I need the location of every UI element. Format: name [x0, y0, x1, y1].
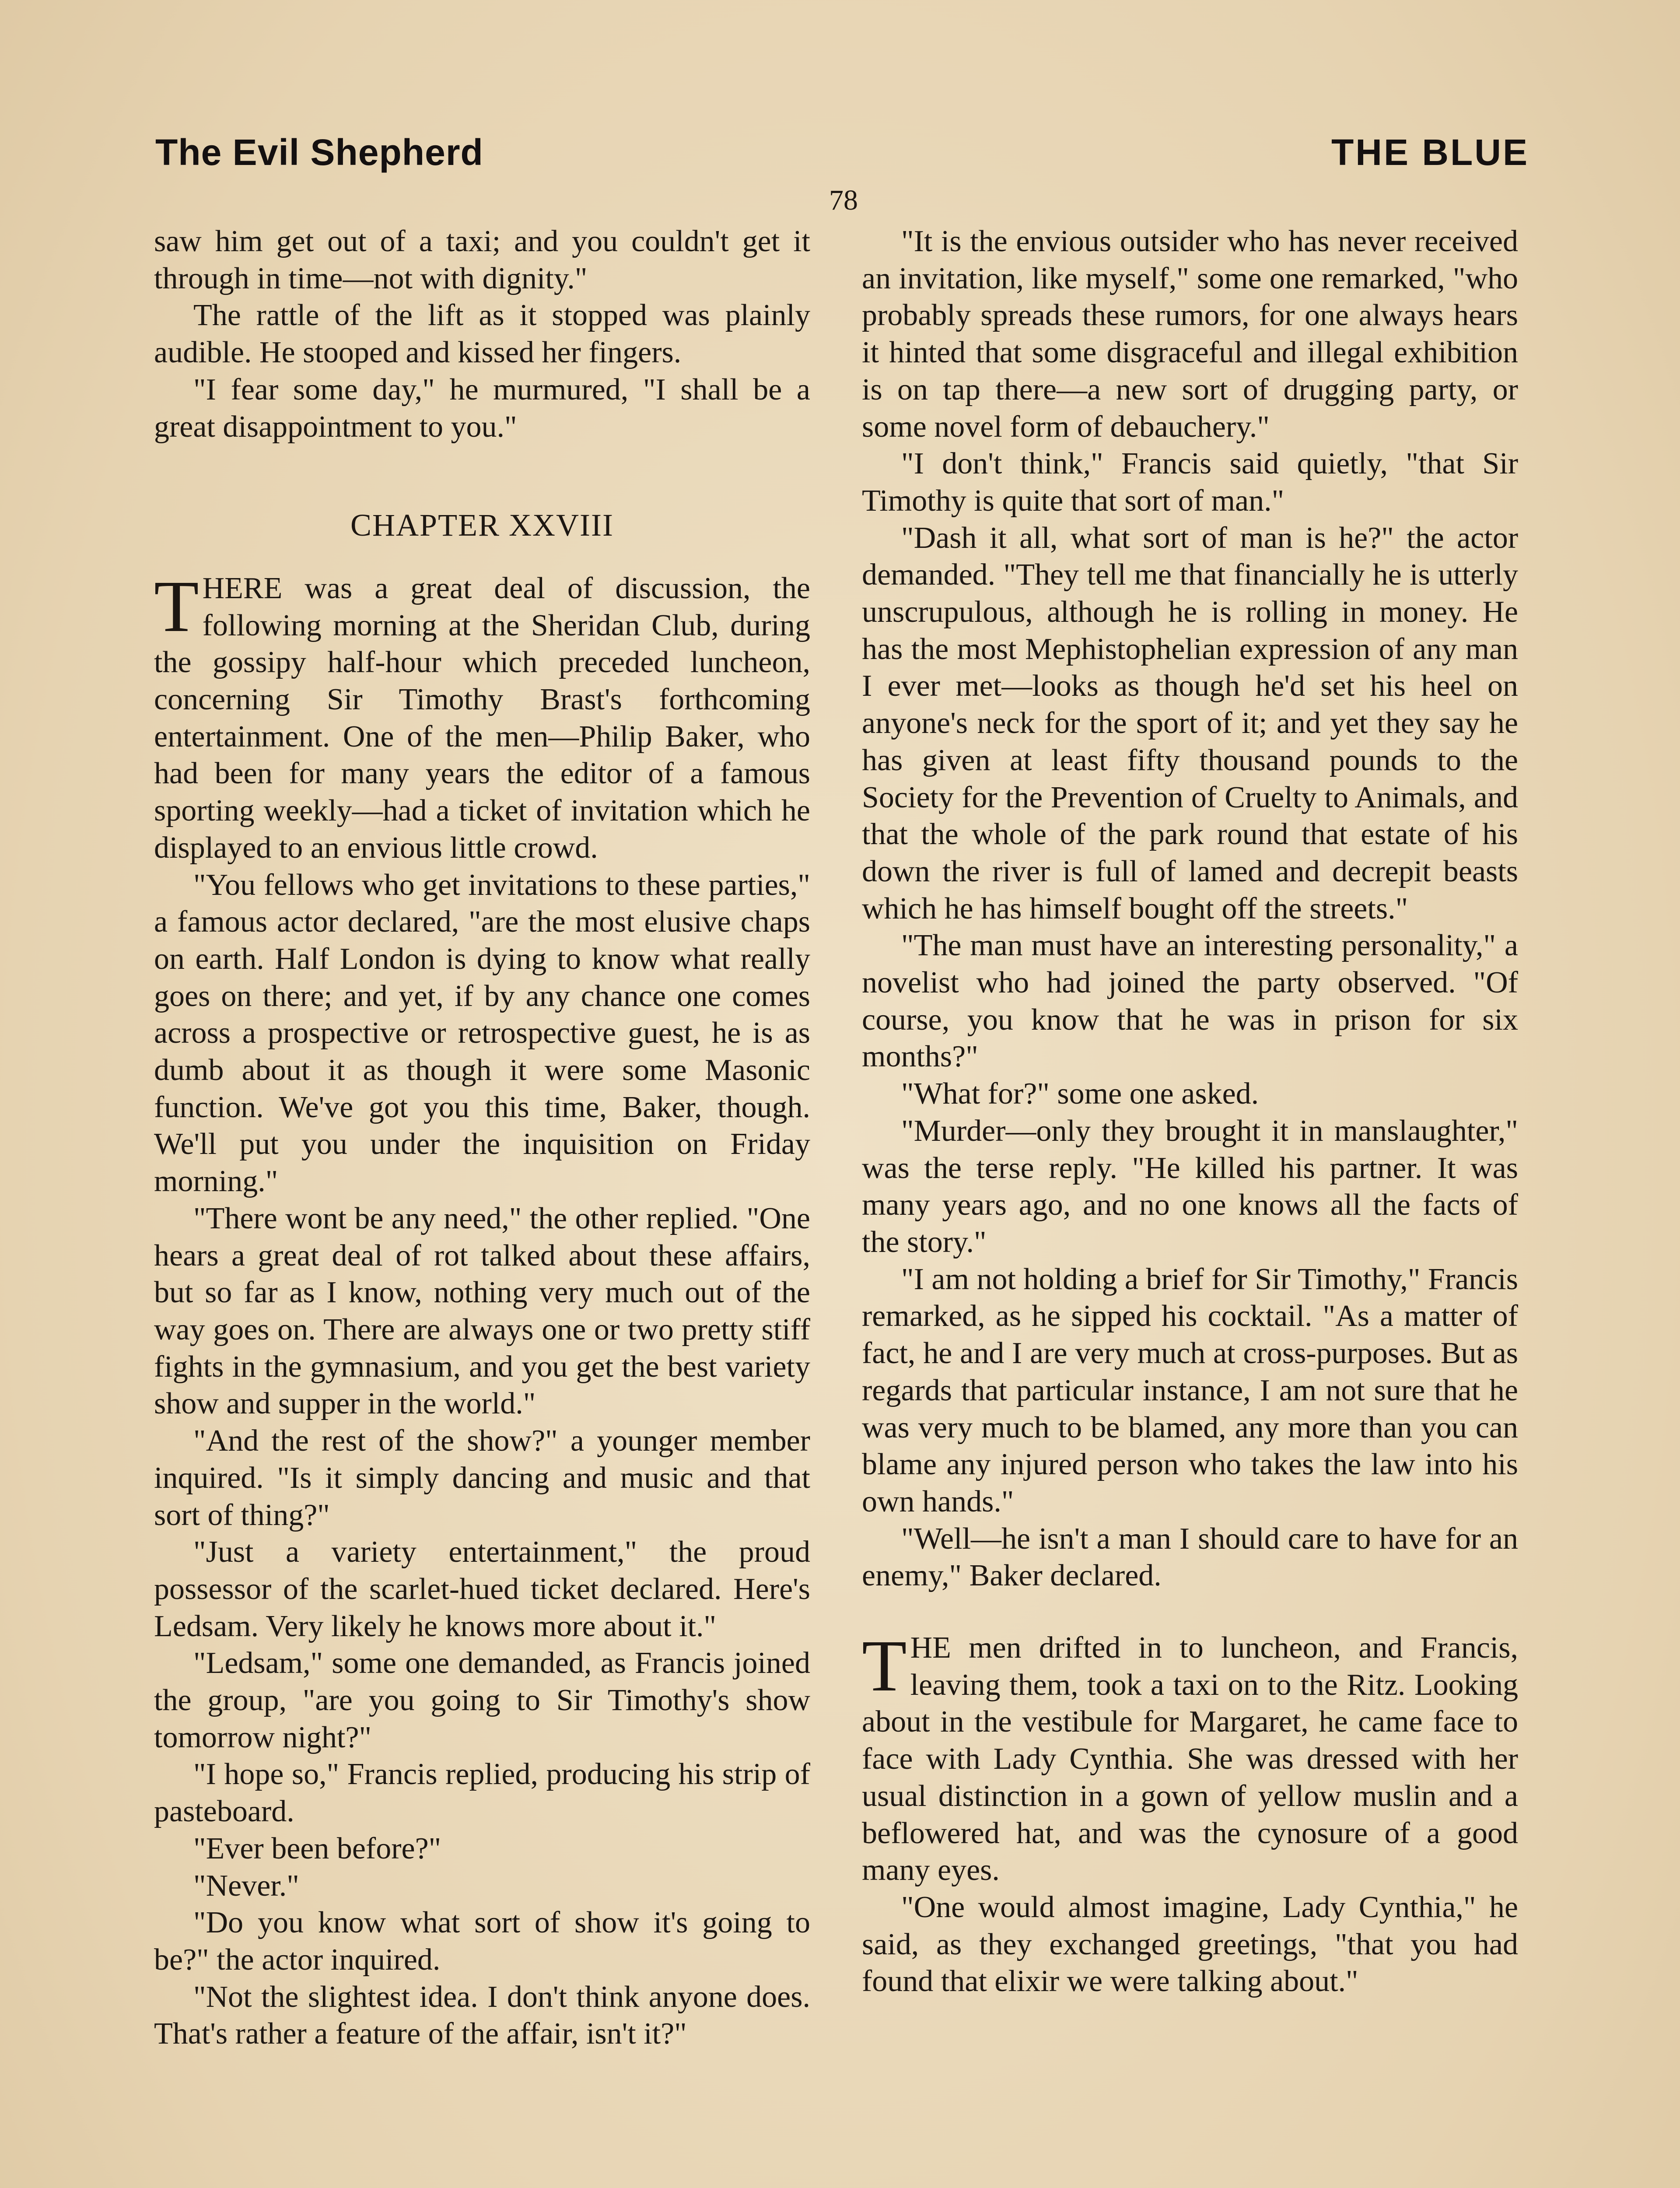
- paragraph: "Ever been before?": [193, 1831, 441, 1865]
- paragraph: "You fellows who get invitations to these parties," a famous actor declared, "are the most elusive chaps on earth. Half London is dying to know what really goes on there; and yet, if by any chance one comes across a prospective or retrospective guest, he is as dumb about it as though it were some Masonic function. We've got you this time, Baker, though. We'll put you under the inquisition on Friday morning.": [154, 868, 810, 1199]
- running-header-magazine: THE BLUE: [1331, 132, 1529, 173]
- paragraph: "What for?" some one asked.: [901, 1077, 1259, 1111]
- paragraph: [154, 565, 810, 867]
- drop-cap: T: [862, 1625, 907, 1707]
- paragraph: "There wont be any need," the other replied. "One hears a great deal of rot talked about these affairs, but so far as I know, nothing very much out of the way goes on. There are always one or two pretty stiff fights in the gymnasium, and you get the best variety show and supper in the world.": [154, 1201, 810, 1421]
- paragraph: "Not the slightest idea. I don't think anyone does. That's rather a feature of the affair, isn't it?": [154, 1980, 810, 2051]
- left-column: [154, 223, 810, 2053]
- paragraph: "Ledsam," some one demanded, as Francis joined the group, "are you going to Sir Timothy's show tomorrow night?": [154, 1646, 810, 1754]
- paragraph: "Do you know what sort of show it's going to be?" the actor inquired.: [154, 1906, 810, 1977]
- paragraph: "I am not holding a brief for Sir Timothy," Francis remarked, as he sipped his cocktail. "As a matter of fact, he and I are very much at cross-purposes. But as regards that particular instance, I am not sure that he was very much to be blamed, any more than you can blame any injured person who takes the law into his own hands.": [862, 1262, 1518, 1518]
- right-column: [862, 223, 1518, 2000]
- page-number: 78: [829, 184, 858, 216]
- paragraph: "Just a variety entertainment," the proud possessor of the scarlet-hued ticket declared. Here's Ledsam. Very likely he knows more about it.": [154, 1535, 810, 1643]
- paragraph: The rattle of the lift as it stopped was plainly audible. He stooped and kissed her fingers.: [154, 298, 810, 370]
- paragraph: [862, 1625, 1518, 1889]
- chapter-heading: CHAPTER XXVIII: [350, 508, 614, 543]
- paragraph-text: HE men drifted in to luncheon, and Francis, leaving them, took a taxi on to the Ritz. Looking about in the vestibule for Margaret, he came face to face with Lady Cynthia. She was dressed with her usual distinction in a gown of yellow muslin and a beflowered hat, and was the cynosure of a good many eyes.: [862, 1631, 1518, 1887]
- paragraph: "The man must have an interesting personality," a novelist who had joined the party observed. "Of course, you know that he was in prison for six months?": [862, 929, 1518, 1074]
- paragraph: "I don't think," Francis said quietly, "that Sir Timothy is quite that sort of man.": [862, 447, 1518, 518]
- running-header-title: The Evil Shepherd: [155, 132, 483, 173]
- paragraph: "And the rest of the show?" a younger member inquired. "Is it simply dancing and music and that sort of thing?": [154, 1424, 810, 1532]
- paragraph: "Well—he isn't a man I should care to have for an enemy," Baker declared.: [862, 1522, 1518, 1593]
- paragraph: "I fear some day," he murmured, "I shall be a great disappointment to you.": [154, 372, 810, 444]
- paragraph: "Dash it all, what sort of man is he?" the actor demanded. "They tell me that financially he is utterly unscrupulous, although he is rolling in money. He has the most Mephistophelian expression of any man I ever met—looks as though he'd set his heel on anyone's neck for the sport of it; and yet they say he has given at least fifty thousand pounds to the Society for the Prevention of Cruelty to Animals, and that the whole of the park round that estate of his down the river is full of lamed and decrepit beasts which he has himself bought off the streets.": [862, 521, 1518, 926]
- paragraph: "One would almost imagine, Lady Cynthia," he said, as they exchanged greetings, "that you had found that elixir we were talking about.": [862, 1890, 1518, 1999]
- paragraph: "Murder—only they brought it in manslaughter," was the terse reply. "He killed his partner. It was many years ago, and no one knows all the facts of the story.": [862, 1114, 1518, 1259]
- drop-cap: T: [154, 565, 199, 647]
- paragraph: "It is the envious outsider who has never received an invitation, like myself," some one remarked, "who probably spreads these rumors, for one always hears it hinted that some disgraceful and illegal exhibition is on tap there—a new sort of drugging party, or some novel form of debauchery.": [862, 224, 1518, 444]
- paragraph-text: HERE was a great deal of discussion, the following morning at the Sheridan Club, during the gossipy half-hour which preceded luncheon, concerning Sir Timothy Brast's forthcoming entertainment. One of the men—Philip Baker, who had been for many years the editor of a famous sporting weekly—had a ticket of invitation which he displayed to an envious little crowd.: [154, 571, 810, 865]
- paragraph: "Never.": [193, 1869, 299, 1903]
- paragraph: saw him get out of a taxi; and you couldn't get it through in time—not with dignity.": [154, 224, 810, 295]
- paragraph: "I hope so," Francis replied, producing his strip of pasteboard.: [154, 1757, 810, 1829]
